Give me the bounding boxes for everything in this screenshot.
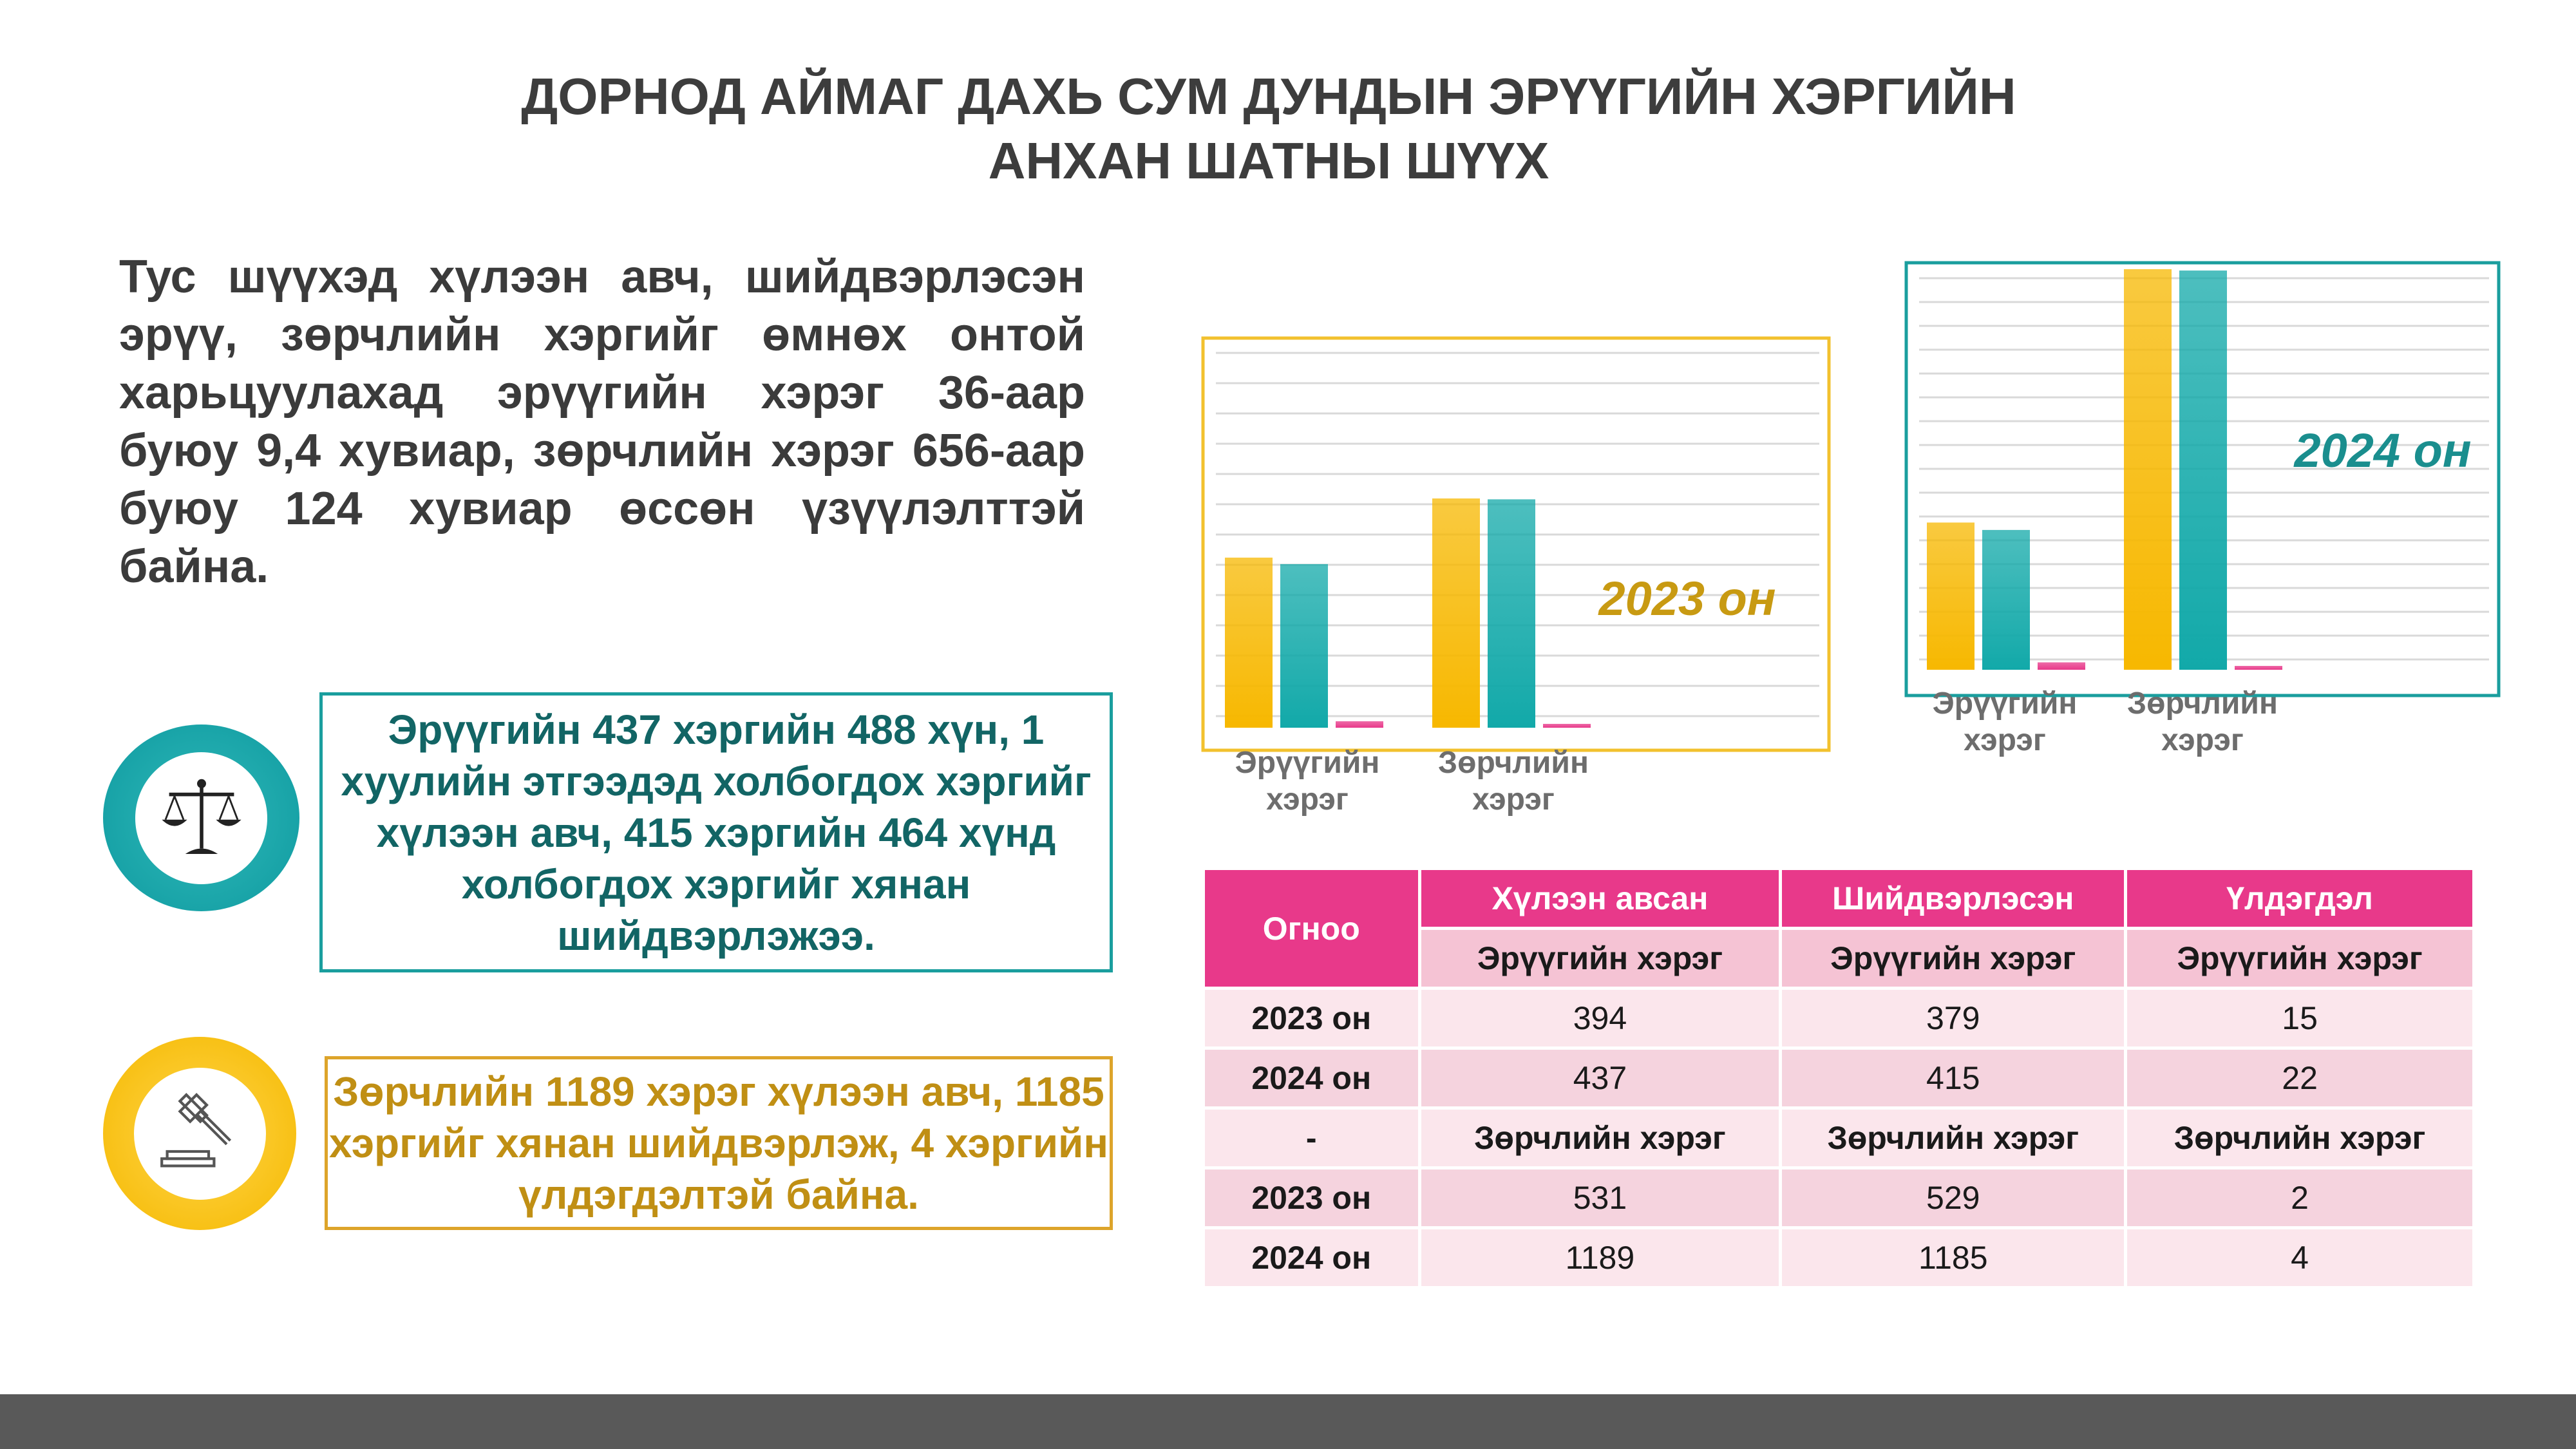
bar-remaining-2 — [1543, 724, 1591, 728]
row-year: 2024 он — [1205, 1229, 1418, 1286]
bar-resolved-1 — [1280, 564, 1328, 728]
bar-received-1 — [1225, 558, 1273, 728]
cell-remaining: 15 — [2127, 990, 2472, 1046]
table-row — [1205, 990, 2472, 1046]
category-label: хэрэг — [2161, 723, 2244, 757]
criminal-summary-box: Эрүүгийн 437 хэргийн 488 хүн, 1 хуулийн этгээдэд холбогдох хэргийг хүлээн авч, 415 хэргийн 464 хүнд холбогдох хэргийг хянан шийдвэрлэжээ. — [319, 692, 1113, 972]
cell-remaining: 4 — [2127, 1229, 2472, 1286]
cell-remaining: 22 — [2127, 1050, 2472, 1106]
category-label: Эрүүгийн — [1235, 746, 1380, 780]
category-label: хэрэг — [1964, 723, 2046, 757]
title-line-1: ДОРНОД АЙМАГ ДАХЬ СУМ ДУНДЫН ЭРҮҮГИЙН ХЭРГИЙН — [521, 68, 2016, 125]
table-row — [1205, 1170, 2472, 1226]
bar-remaining-2 — [2235, 666, 2282, 670]
subheader-criminal: Эрүүгийн хэрэг — [1782, 930, 2124, 987]
subheader-criminal: Эрүүгийн хэрэг — [1421, 930, 1779, 987]
category-label: Эрүүгийн — [1932, 687, 2078, 721]
category-label: хэрэг — [1266, 782, 1349, 817]
chart-1 — [1203, 338, 1829, 817]
category-label: Зөрчлийн — [2127, 687, 2278, 721]
cell-remaining: 2 — [2127, 1170, 2472, 1226]
row-year: 2023 он — [1205, 990, 1418, 1046]
cell-resolved: 379 — [1782, 990, 2124, 1046]
chart-year-label: 2023 он — [1598, 572, 1776, 625]
table-row — [1205, 1050, 2472, 1106]
table-row — [1205, 1110, 2472, 1166]
bar-resolved-2 — [1488, 499, 1535, 728]
gavel-icon — [155, 1088, 245, 1179]
table-row — [1205, 1229, 2472, 1286]
header-resolved: Шийдвэрлэсэн — [1782, 870, 2124, 927]
footer-bar — [0, 1394, 2576, 1449]
subheader-violation: Зөрчлийн хэрэг — [2127, 1110, 2472, 1166]
subheader-violation: Зөрчлийн хэрэг — [1421, 1110, 1779, 1166]
cases-table — [1202, 867, 2476, 1289]
row-year: 2024 он — [1205, 1050, 1418, 1106]
cell-received: 437 — [1421, 1050, 1779, 1106]
intro-paragraph: Тус шүүхэд хүлээн авч, шийдвэрлэсэн эрүү, зөрчлийн хэргийг өмнөх онтой харьцуулахад эрүүгийн хэрэг 36-аар буюу 9,4 хувиар, зөрчлийн хэрэг 656-аар буюу 124 хувиар өссөн үзүүлэлттэй байна. — [119, 251, 1085, 592]
bar-resolved-1 — [1982, 530, 2030, 670]
bar-remaining-1 — [1336, 721, 1383, 728]
header-received: Хүлээн авсан — [1421, 870, 1779, 927]
bar-received-2 — [1432, 498, 1480, 728]
date-header: Огноо — [1205, 870, 1418, 987]
chart-year-label: 2024 он — [2294, 424, 2472, 477]
subheader-violation: Зөрчлийн хэрэг — [1782, 1110, 2124, 1166]
cell-received: 531 — [1421, 1170, 1779, 1226]
row-separator: - — [1205, 1110, 1418, 1166]
bar-remaining-1 — [2038, 662, 2085, 670]
row-year: 2023 он — [1205, 1170, 1418, 1226]
cell-received: 394 — [1421, 990, 1779, 1046]
bar-received-2 — [2124, 269, 2172, 670]
violation-icon-badge — [103, 1037, 296, 1230]
title-line-2: АНХАН ШАТНЫ ШҮҮХ — [988, 132, 1549, 189]
header-remaining: Үлдэгдэл — [2127, 870, 2472, 927]
cell-resolved: 529 — [1782, 1170, 2124, 1226]
violation-summary-box: Зөрчлийн 1189 хэрэг хүлээн авч, 1185 хэргийг хянан шийдвэрлэж, 4 хэргийн үлдэгдэлтэй байна. — [325, 1056, 1113, 1230]
category-label: хэрэг — [1472, 782, 1555, 817]
category-label: Зөрчлийн — [1438, 746, 1589, 780]
cell-resolved: 1185 — [1782, 1229, 2124, 1286]
cell-resolved: 415 — [1782, 1050, 2124, 1106]
cell-received: 1189 — [1421, 1229, 1779, 1286]
chart-2 — [1906, 263, 2499, 757]
subheader-criminal: Эрүүгийн хэрэг — [2127, 930, 2472, 987]
bar-resolved-2 — [2179, 270, 2227, 670]
bar-received-1 — [1927, 522, 1975, 670]
